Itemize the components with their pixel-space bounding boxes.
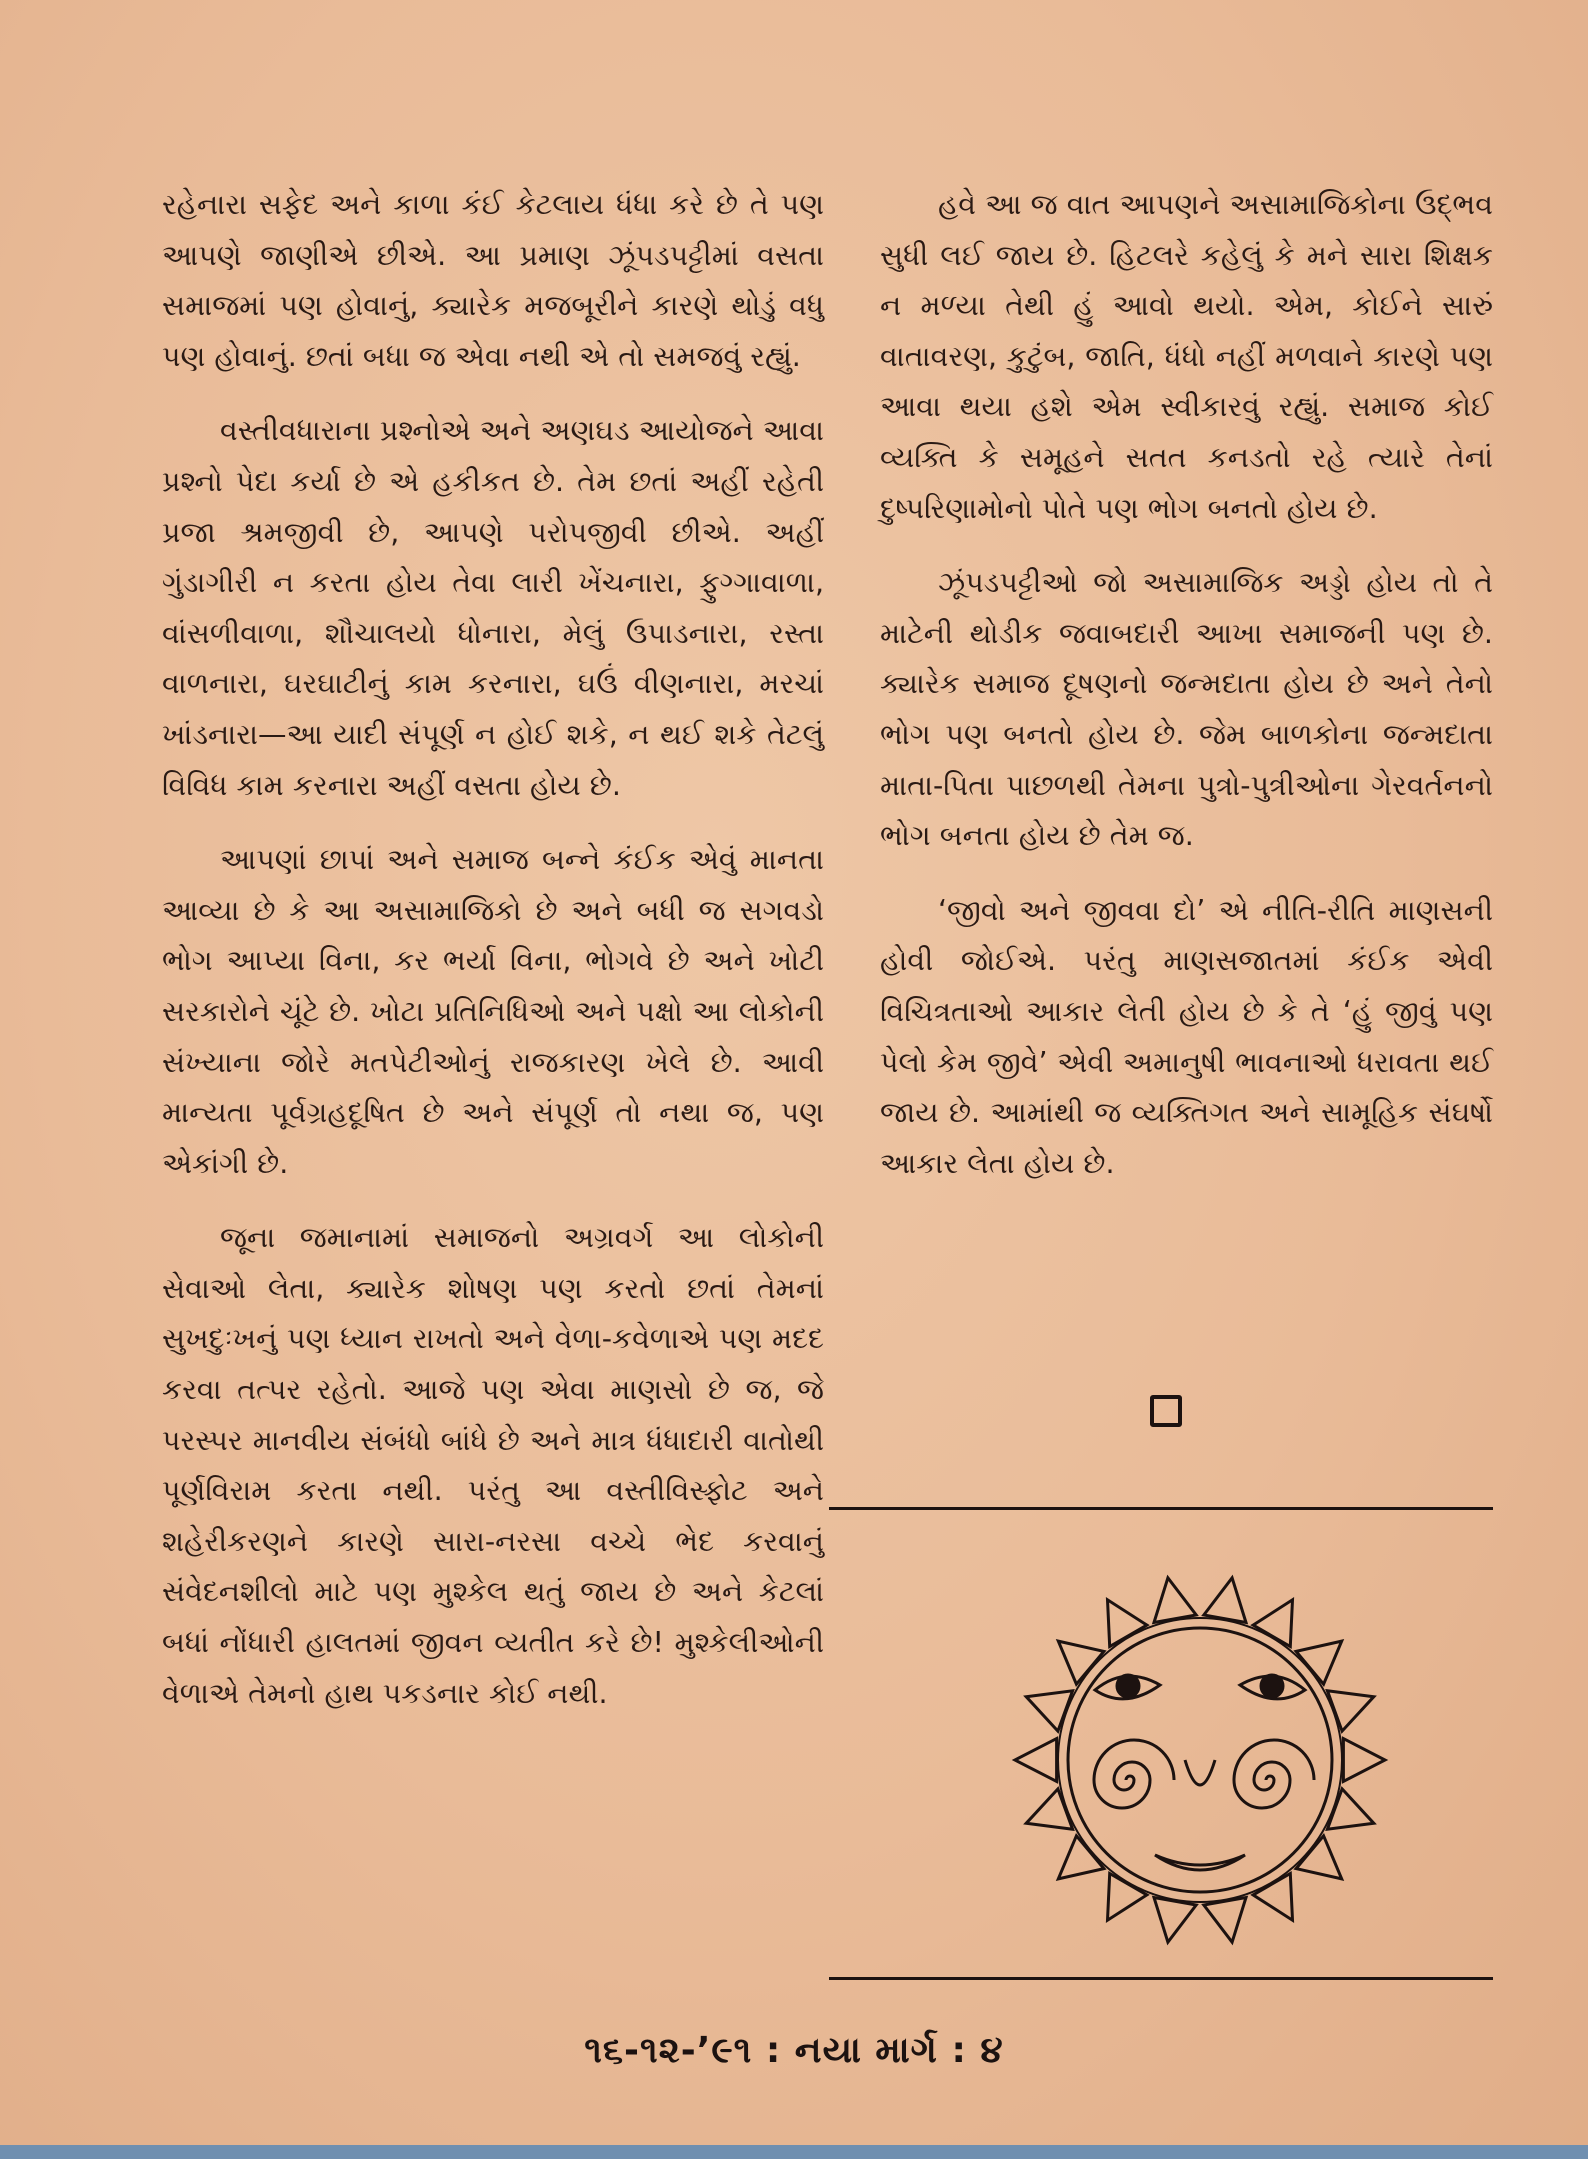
sun-ray-triangle xyxy=(1253,1600,1292,1647)
sun-ray-triangle xyxy=(1026,1789,1072,1829)
sun-ray-triangle xyxy=(1026,1691,1072,1731)
sun-ray-triangle xyxy=(1327,1691,1373,1731)
right-cheek-spiral-icon xyxy=(1234,1740,1314,1808)
sun-ray-triangle xyxy=(1015,1739,1057,1782)
article-end-square-icon xyxy=(1150,1395,1182,1427)
page-footer: ૧૬-૧૨-’૯૧ : નયા માર્ગ : ૪ xyxy=(584,2030,1004,2071)
paragraph: જૂના જમાનામાં સમાજનો અગ્રવર્ગ આ લોકોની સેવાઓ લેતા, ક્યારેક શોષણ પણ કરતો છતાં તેમનાં સુખદુઃખનું પણ ધ્યાન રાખતો અને વેળા-કવેળાએ પણ મદદ કરવા તત્પર રહેતો. આજે પણ એવા માણસો છે જ, જે પરસ્પર માનવીય સંબંધો બાંધે છે અને માત્ર ધંધાદારી વાતોથી પૂર્ણવિરામ કરતા નથી. પરંતુ આ વસ્તીવિસ્ફોટ અને શહેરીકરણને કારણે સારા-નરસા વચ્ચે ભેદ કરવાનું સંવેદનશીલો માટે પણ મુશ્કેલ થતું જાય છે અને કેટલાં બધાં નોંધારી હાલતમાં જીવન વ્યતીત કરે છે! મુશ્કેલીઓની વેળાએ તેમનો હાથ પકડનાર કોઈ નથી. xyxy=(162,1221,824,1710)
divider xyxy=(829,1977,1493,1980)
sun-ray-triangle xyxy=(1154,1578,1196,1623)
sun-face-illustration xyxy=(975,1570,1425,1950)
sun-ray-triangle xyxy=(1327,1789,1373,1829)
paragraph: ઝૂંપડપટ્ટીઓ જો અસામાજિક અડ્ડો હોય તો તે માટેની થોડીક જવાબદારી આખા સમાજની પણ છે. ક્યારેક સમાજ દૂષણનો જન્મદાતા હોય છે અને તેનો ભોગ પણ બનતો હોય છે. જેમ બાળકોના જન્મદાતા માતા-પિતા પાછળથી તેમના પુત્રો-પુત્રીઓના ગેરવર્તનનો ભોગ બનતા હોય છે તેમ જ. xyxy=(880,566,1493,853)
sun-ray-triangle xyxy=(1204,1898,1246,1943)
sun-ray-triangle xyxy=(1204,1578,1246,1623)
nose-icon xyxy=(1185,1760,1215,1785)
right-text-column xyxy=(880,180,1493,1213)
paragraph: હવે આ જ વાત આપણને અસામાજિકોના ઉદ્ભવ સુધી લઈ જાય છે. હિટલરે કહેલું કે મને સારા શિક્ષક ન મળ્યા તેથી હું આવો થયો. એમ, કોઈને સારું વાતાવરણ, કુટુંબ, જાતિ, ધંધો નહીં મળવાને કારણે પણ આવા થયા હશે એમ સ્વીકારવું રહ્યું. સમાજ કોઈ વ્યક્તિ કે સમૂહને સતત કનડતો રહે ત્યારે તેનાં દુષ્પરિણામોનો પોતે પણ ભોગ બનતો હોય છે. xyxy=(880,188,1493,525)
paragraph: ‘જીવો અને જીવવા દો’ એ નીતિ-રીતિ માણસની હોવી જોઈએ. પરંતુ માણસજાતમાં કંઈક એવી વિચિત્રતાઓ આકાર લેતી હોય છે કે તે ‘હું જીવું પણ પેલો કેમ જીવે’ એવી અમાનુષી ભાવનાઓ ધરાવતા થઈ જાય છે. આમાંથી જ વ્યક્તિગત અને સામૂહિક સંઘર્ષો આકાર લેતા હોય છે. xyxy=(880,893,1493,1180)
sun-ray-triangle xyxy=(1108,1600,1147,1647)
sun-rays xyxy=(1015,1578,1385,1942)
paragraph: આપણાં છાપાં અને સમાજ બન્ને કંઈક એવું માનતા આવ્યા છે કે આ અસામાજિકો છે અને બધી જ સગવડો ભોગ આપ્યા વિના, કર ભર્યા વિના, ભોગવે છે અને ખોટી સરકારોને ચૂંટે છે. ખોટા પ્રતિનિધિઓ અને પક્ષો આ લોકોની સંખ્યાના જોરે મતપેટીઓનું રાજકારણ ખેલે છે. આવી માન્યતા પૂર્વગ્રહદૂષિત છે અને સંપૂર્ણ તો નથા જ, પણ એકાંગી છે. xyxy=(162,843,824,1180)
sun-face-outline xyxy=(1068,1628,1332,1892)
sun-ray-triangle xyxy=(1343,1739,1385,1782)
mouth-icon xyxy=(1155,1855,1245,1870)
sun-ray-triangle xyxy=(1253,1874,1292,1921)
divider xyxy=(829,1507,1493,1510)
sun-ray-triangle xyxy=(1108,1874,1147,1921)
right-pupil xyxy=(1261,1675,1283,1697)
sun-ray-triangle xyxy=(1154,1898,1196,1943)
left-text-column xyxy=(162,180,824,1743)
left-pupil xyxy=(1117,1675,1139,1697)
paragraph: વસ્તીવધારાના પ્રશ્નોએ અને અણઘડ આયોજને આવા પ્રશ્નો પેદા કર્યા છે એ હકીકત છે. તેમ છતાં અહીં રહેતી પ્રજા શ્રમજીવી છે, આપણે પરોપજીવી છીએ. અહીં ગુંડાગીરી ન કરતા હોય તેવા લારી ખેંચનારા, ફુગ્ગાવાળા, વાંસળીવાળા, શૌચાલયો ધોનારા, મેલું ઉપાડનારા, રસ્તા વાળનારા, ઘરઘાટીનું કામ કરનારા, ઘઉં વીણનારા, મરચાં ખાંડનારા—આ યાદી સંપૂર્ણ ન હોઈ શકે, ન થઈ શકે તેટલું વિવિધ કામ કરનારા અહીં વસતા હોય છે. xyxy=(162,414,824,802)
left-cheek-spiral-icon xyxy=(1094,1740,1174,1808)
paragraph: રહેનારા સફેદ અને કાળા કંઈ કેટલાય ધંધા કરે છે તે પણ આપણે જાણીએ છીએ. આ પ્રમાણ ઝૂંપડપટ્ટીમાં વસતા સમાજમાં પણ હોવાનું, ક્યારેક મજબૂરીને કારણે થોડું વધુ પણ હોવાનું. છતાં બધા જ એવા નથી એ તો સમજવું રહ્યું. xyxy=(162,188,824,373)
